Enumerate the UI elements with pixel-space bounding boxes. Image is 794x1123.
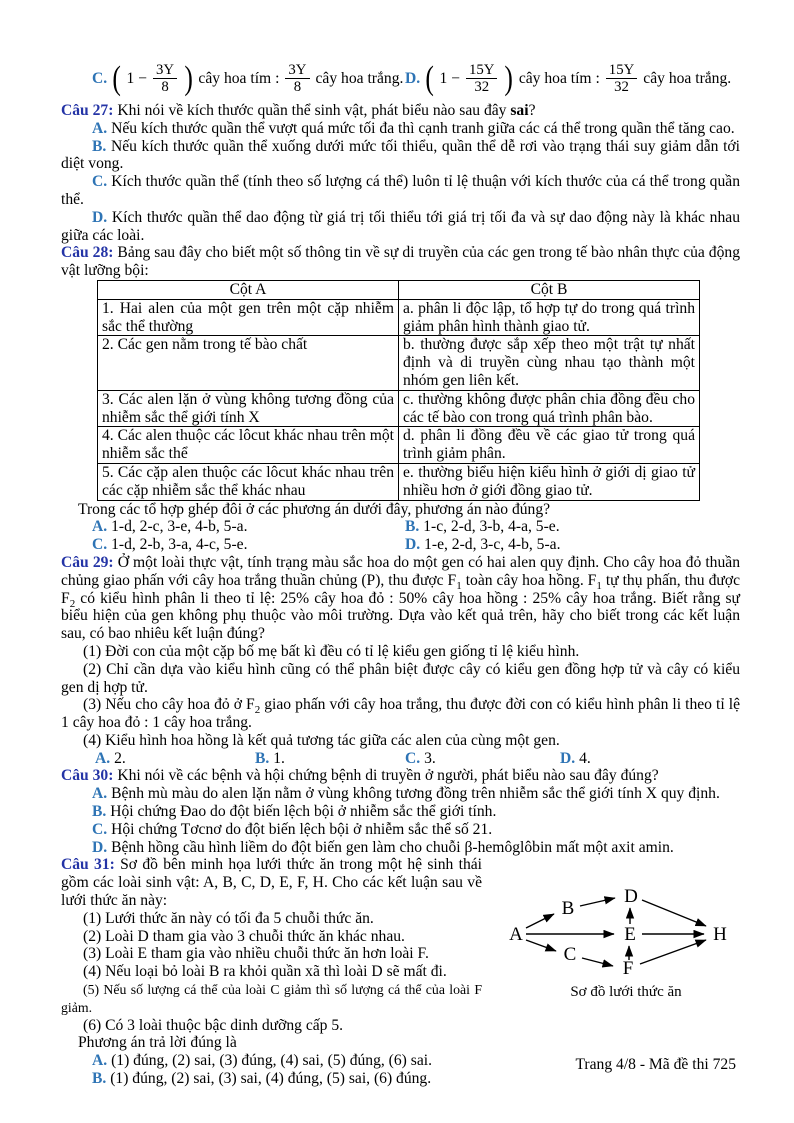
food-web-node-F: F	[622, 958, 634, 980]
q29-answers-row	[61, 750, 740, 768]
q27-label: Câu 27:	[61, 102, 114, 119]
q27-stem: Câu 27: Khi nói về kích thước quần thể sinh vật, phát biểu nào sau đây sai?	[61, 102, 536, 119]
q26-c-mid: cây hoa tím :	[198, 69, 280, 87]
q29-item-4: (4) Kiểu hình hoa hồng là kết quả tương tác giữa các alen của cùng một gen.	[83, 731, 560, 749]
q29-item-1: (1) Đời con của một cặp bố mẹ bất kì đều có tỉ lệ kiểu gen giống tỉ lệ kiểu hình.	[83, 642, 580, 660]
table-row: 1. Hai alen của một gen trên một cặp nhiễm sắc thể thường a. phân li độc lập, tổ hợp tự do trong quá trình giảm phân hình thành giao tử.	[98, 299, 700, 336]
table-row: 3. Các alen lặn ở vùng không tương đồng của nhiễm sắc thể giới tính X c. thường không được phân chia đồng đều cho các tế bào con trong quá trình phân bào.	[98, 390, 700, 427]
q26-c-tail: cây hoa trắng.	[315, 69, 404, 87]
q29-option-c: C. 3.	[405, 749, 436, 767]
q26-option-row	[61, 55, 740, 102]
q29-item-2: (2) Chỉ cần dựa vào kiểu hình cũng có thể phân biệt được cây có kiểu gen đồng hợp tử và cây có kiểu gen dị hợp tử.	[61, 660, 740, 696]
page-footer: Trang 4/8 - Mã đề thi 725	[575, 1056, 736, 1073]
q26-option-c-letter: C.	[92, 69, 108, 87]
q26-d-fraction-1: $\frac{15Y}{32}$	[466, 62, 497, 95]
edge-D-H	[642, 900, 706, 926]
edge-C-F	[582, 958, 613, 966]
q31-answer-intro: Phương án trả lời đúng là	[78, 1034, 237, 1052]
q29-item-3: (3) Nếu cho cây hoa đỏ ở $F_2$ giao phấn với cây hoa trắng, thu được đời con có kiểu hình phân li theo tỉ lệ 1 cây hoa đỏ : 1 cây hoa trắng.	[61, 696, 740, 732]
table-row: 5. Các cặp alen thuộc các lôcut khác nhau trên các cặp nhiễm sắc thể khác nhau e. thường biểu hiện kiểu hình ở giới dị giao tử nhiều hơn ở giới đồng giao tử.	[98, 463, 700, 500]
q27-option-d: D. Kích thước quần thể dao động từ giá trị tối thiểu tới giá trị tối đa và sự dao động này là khác nhau giữa các loài.	[61, 208, 740, 244]
q30-stem: Câu 30: Khi nói về các bệnh và hội chứng bệnh di truyền ở người, phát biểu nào sau đây đúng?	[61, 767, 659, 785]
edge-F-H	[640, 940, 706, 964]
q26-c-pre: 1 −	[126, 69, 147, 87]
q26-option-d: D. ( 1 − $\frac{15Y}{32}$ ) cây hoa tím : $\frac{15Y}{32}$ cây hoa trắng.	[405, 59, 732, 97]
q30-option-c: C. Hội chứng Tơcnơ do đột biến lệch bội ở nhiễm sắc thể số 21.	[92, 820, 493, 838]
q26-option-d-letter: D.	[405, 69, 421, 87]
q28-matching-table	[97, 280, 700, 501]
edge-A-C	[526, 940, 556, 951]
food-web-caption: Sơ đồ lưới thức ăn	[570, 984, 682, 1001]
food-web-nodes	[509, 886, 727, 979]
col-a-header: Cột A	[98, 280, 399, 299]
q28-option-a: A. 1-d, 2-c, 3-e, 4-b, 5-a.	[92, 518, 248, 536]
food-web-node-E: E	[624, 924, 636, 946]
q28-question: Trong các tổ hợp ghép đôi ở các phương án dưới đây, phương án nào đúng?	[78, 500, 551, 518]
q29-option-a: A. 2.	[95, 749, 126, 767]
q26-d-fraction-2: $\frac{15Y}{32}$	[606, 62, 637, 95]
q26-c-fraction-2: $\frac{3Y}{8}$	[285, 62, 309, 95]
food-web-node-D: D	[624, 886, 638, 908]
q31-stem: Câu 31: Sơ đồ bên minh họa lưới thức ăn trong một hệ sinh thái gồm các loài sinh vật: A, B, C, D, E, F, H. Cho các kết luận sau về lưới thức ăn này:	[61, 856, 483, 910]
food-web-node-A: A	[509, 924, 523, 946]
q29-option-d: D. 4.	[560, 749, 591, 767]
q30-label: Câu 30:	[61, 767, 114, 785]
food-web-edges	[526, 898, 706, 966]
q26-d-tail: cây hoa trắng.	[643, 69, 732, 87]
q31-item-4: (4) Nếu loại bỏ loài B ra khỏi quần xã thì loài D sẽ mất đi.	[83, 963, 447, 981]
q26-option-c: C. ( 1 − $\frac{3Y}{8}$ ) cây hoa tím : $\frac{3Y}{8}$ cây hoa trắng.	[92, 59, 404, 97]
food-web-node-C: C	[563, 944, 577, 966]
q30-option-a: A. Bệnh mù màu do alen lặn nằm ở vùng không tương đồng trên nhiễm sắc thể giới tính X quy định.	[92, 785, 720, 803]
q28-label: Câu 28:	[61, 244, 114, 262]
q27-stem-bold: sai	[510, 102, 529, 119]
food-web-svg	[488, 868, 740, 1002]
q27-option-c: C. Kích thước quần thể (tính theo số lượng cá thể) luôn tỉ lệ thuận với kích thước của cá thể trong quần thể.	[61, 173, 740, 208]
q31-item-1: (1) Lưới thức ăn này có tối đa 5 chuỗi thức ăn.	[83, 909, 374, 927]
q26-c-fraction-1: $\frac{3Y}{8}$	[153, 62, 177, 95]
edge-B-D	[580, 898, 615, 906]
q29-label: Câu 29:	[61, 553, 114, 571]
q28-option-b: B. 1-c, 2-d, 3-b, 4-a, 5-e.	[405, 518, 560, 536]
q28-options-row-1	[61, 518, 740, 536]
table-header-row	[98, 280, 700, 299]
q27-option-a: A. Nếu kích thước quần thể vượt quá mức tối đa thì cạnh tranh giữa các cá thể trong quần thể tăng cao.	[92, 119, 735, 137]
q29-option-b: B. 1.	[255, 749, 285, 767]
food-web-diagram	[488, 868, 740, 1002]
q28-stem: Câu 28: Bảng sau đây cho biết một số thông tin về sự di truyền của các gen trong tế bào nhân thực của động vật lưỡng bội:	[61, 244, 740, 280]
q28-option-d: D. 1-e, 2-d, 3-c, 4-b, 5-a.	[405, 536, 561, 554]
food-web-node-H: H	[713, 924, 727, 946]
q31-option-b: B. (1) đúng, (2) sai, (3) sai, (4) đúng, (5) sai, (6) đúng.	[92, 1070, 432, 1088]
food-web-node-B: B	[561, 898, 575, 920]
q31-label: Câu 31:	[61, 856, 115, 874]
question-31	[61, 856, 740, 1087]
q31-option-a: A. (1) đúng, (2) sai, (3) đúng, (4) sai, (5) đúng, (6) sai.	[92, 1052, 432, 1070]
q31-item-2: (2) Loài D tham gia vào 3 chuỗi thức ăn khác nhau.	[83, 927, 405, 945]
q31-item-3: (3) Loài E tham gia vào nhiều chuỗi thức ăn hơn loài F.	[83, 945, 429, 963]
q29-stem: Câu 29: Ở một loài thực vật, tính trạng màu sắc hoa do một gen có hai alen quy định. Cho cây hoa đỏ thuần chủng giao phấn với cây hoa trắng thuần chủng (P), thu được $F_1$ toàn cây hoa hồng. $F_1$ tự thụ phấn, thu được $F_2$ có kiểu hình phân li theo tỉ lệ: 25% cây hoa đỏ : 50% cây hoa hồng : 25% cây hoa trắng. Biết rằng sự biểu hiện của gen không phụ thuộc vào môi trường. Dựa vào kết quả trên, hãy cho biết trong các kết luận sau, có bao nhiêu kết luận đúng?	[61, 553, 740, 643]
q30-option-b: B. Hội chứng Đao do đột biến lệch bội ở nhiễm sắc thể giới tính.	[92, 803, 497, 821]
q31-item-6: (6) Có 3 loài thuộc bậc dinh dưỡng cấp 5.	[83, 1016, 344, 1034]
q27-option-b: B. Nếu kích thước quần thể xuống dưới mức tối thiểu, quần thể dễ rơi vào trạng thái suy giảm dẫn tới diệt vong.	[61, 137, 740, 173]
q26-d-mid: cây hoa tím :	[518, 69, 600, 87]
table-row: 4. Các alen thuộc các lôcut khác nhau trên một nhiễm sắc thể d. phân li đồng đều về các giao tử trong quá trình giảm phân.	[98, 427, 700, 464]
q26-d-pre: 1 −	[439, 69, 460, 87]
table-row: 2. Các gen nằm trong tế bào chất b. thường được sắp xếp theo một trật tự nhất định và di truyền cùng nhau tạo thành một nhóm gen liên kết.	[98, 336, 700, 390]
q28-options-row-2	[61, 536, 740, 554]
col-b-header: Cột B	[399, 280, 700, 299]
edge-A-B	[526, 914, 554, 928]
q30-option-d: D. Bệnh hồng cầu hình liềm do đột biến gen làm cho chuỗi β-hemôglôbin mất một axit amin.	[92, 838, 674, 856]
q28-option-c: C. 1-d, 2-b, 3-a, 4-c, 5-e.	[92, 536, 248, 554]
q31-item-5: (5) Nếu số lượng cá thể của loài C giảm thì số lượng cá thể của loài F giảm.	[61, 982, 482, 1015]
